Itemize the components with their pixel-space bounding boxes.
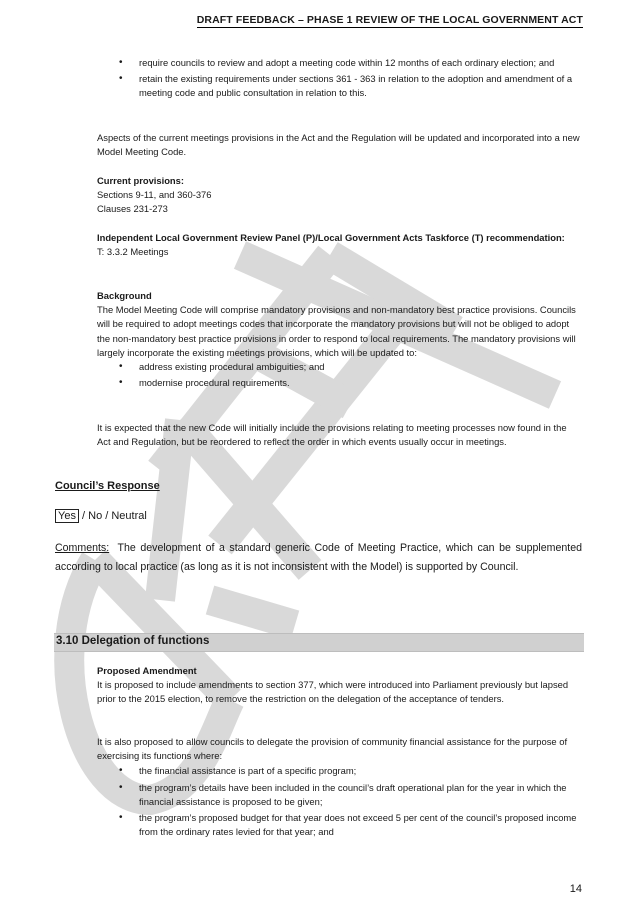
response-other-options: / No / Neutral [82, 510, 147, 522]
background-heading: Background [97, 290, 152, 301]
proposed-amendment-para: It is proposed to include amendments to section 377, which were introduced into Parliament previously but lapsed prior to the 2015 election, to remove the restriction on the delegation of the acceptance of tenders. [97, 679, 569, 705]
background-paragraph: The Model Meeting Code will comprise mandatory provisions and non-mandatory best practice provisions. Councils will be required to adopt meetings codes that incorporate the mandatory provisions but will not be obliged to adopt the non-mandatory best practice provisions in order to respond to local requirements. The mandatory provisions will largely incorporate the existing meetings provisions, which will be updated to: [97, 304, 576, 358]
delegation-paragraph [97, 735, 582, 839]
proposed-amendment [97, 664, 582, 707]
list-item: • the program’s details have been included in the council’s draft operational plan for the year in which the financial assistance is proposed to be given; [97, 781, 582, 809]
list-item: • require councils to review and adopt a meeting code within 12 months of each ordinary election; and [97, 56, 582, 70]
list-item: • the program’s proposed budget for that year does not exceed 5 per cent of the council’s proposed income from the ordinary rates levied for that year; and [97, 811, 582, 839]
proposed-amendment-heading: Proposed Amendment [97, 665, 197, 676]
page-number: 14 [569, 883, 582, 895]
aspects-paragraph: Aspects of the current meetings provisions in the Act and the Regulation will be updated and incorporated into a new Model Meeting Code. [97, 132, 580, 158]
current-provisions [97, 174, 582, 217]
list-item: • address existing procedural ambiguities; and [97, 360, 582, 374]
comments-block [55, 539, 582, 576]
intro-bullet-list [97, 56, 582, 101]
list-item: • modernise procedural requirements. [97, 376, 582, 390]
section-heading-bar [54, 633, 584, 652]
current-provisions-clauses: Clauses 231-273 [97, 203, 168, 215]
current-provisions-sections: Sections 9-11, and 360-376 [97, 189, 212, 201]
response-yes-selected[interactable]: Yes [55, 509, 79, 523]
council-response-title: Council’s Response [55, 480, 160, 492]
page-header: DRAFT FEEDBACK – PHASE 1 REVIEW OF THE LOCAL GOVERNMENT ACT [196, 14, 583, 26]
watermark-letter-r [210, 600, 295, 625]
panel-value: T: 3.3.2 Meetings [97, 246, 169, 258]
background-section [97, 289, 582, 390]
comments-text: The development of a standard generic Code of Meeting Practice, which can be supplemented according to local practice (as long as it is not inconsistent with the Model) is supported by Council. [55, 542, 582, 573]
panel-recommendation [97, 231, 582, 259]
panel-heading: Independent Local Government Review Panel (P)/Local Government Acts Taskforce (T) recommendation: [97, 232, 565, 243]
background-closing: It is expected that the new Code will initially include the provisions relating to meeting processes now found in the Act and Regulation, but be reordered to reflect the order in which events usually occur in meetings. [97, 422, 567, 448]
list-item: • retain the existing requirements under sections 361 - 363 in relation to the adoption and amendment of a meeting code and public consultation in relation to this. [97, 72, 582, 100]
current-provisions-heading: Current provisions: [97, 175, 184, 186]
response-options [55, 509, 147, 523]
section-title: 3.10 Delegation of functions [56, 635, 210, 647]
delegation-para: It is also proposed to allow councils to delegate the provision of community financial assistance for the purpose of exercising its functions where: [97, 736, 568, 762]
list-item: • the financial assistance is part of a specific program; [97, 764, 582, 778]
comments-label: Comments: [55, 542, 110, 554]
